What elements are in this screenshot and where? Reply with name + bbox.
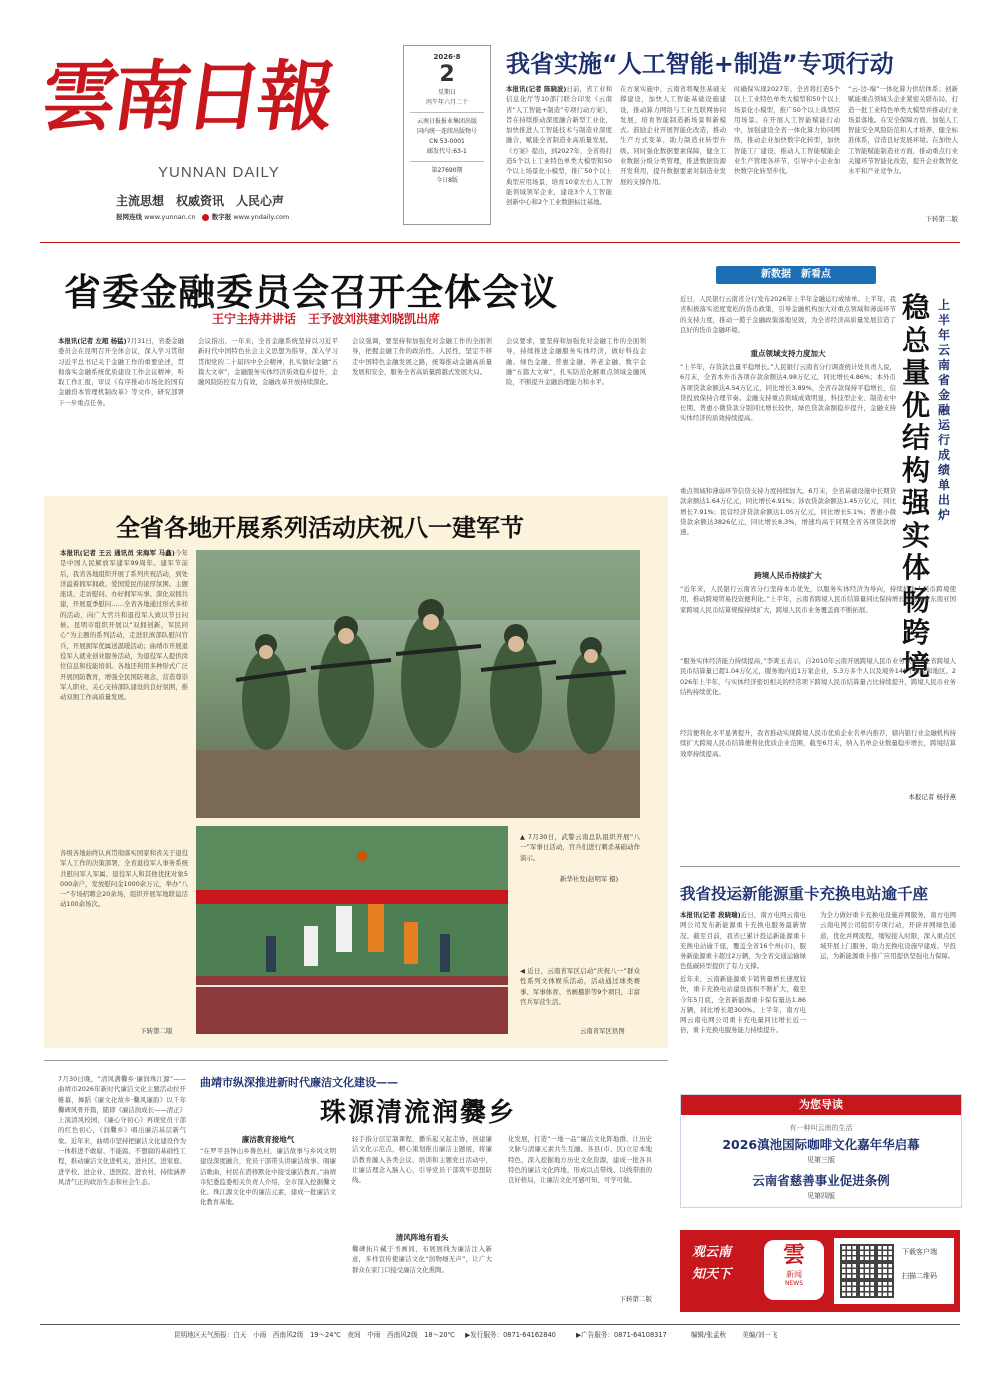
data-panel-p4: “服务实体经济能力持续提高，”李爽玉表示，自2010年云南开展跨境人民币业务以来，全省跨境人民币结算量已超1.04万亿元，服务地内近1万家企业，5.3万多个人以及境外141个国家和地区。2026年上半年，与实体经济密切相关的经常项下跨境人民币结算量占比持续提升，跨境人民币业务结构持续优化。 xyxy=(680,657,956,696)
footer-publish: 发行服务：0871-64162840 xyxy=(470,1331,556,1339)
lead-story-byline: 本报讯(记者 左超 杨猛) xyxy=(58,337,127,345)
footer: 昆明地区天气预报：白天 小雨 西南风2级 19～24℃ 夜间 中雨 西南风2级 18～20℃ ▶发行服务：0871-64162840 ▶广告服务：0871-64108317 编辑/张孟秋 美编/刘一飞 xyxy=(174,1331,778,1339)
zhuyuan-sub2: 清风阵地有看头 xyxy=(395,1233,449,1242)
data-panel-p3: “近年来，人民银行云南省分行坚持本币优先，以服务实体经济为导向，持续扩大人民币跨境使用，推动跨境贸易投资便利化。”上半年，云南省跨境人民币结算量同比保持增长，对南亚东南亚国家跨境人民币结算规模持续扩大，跨境人民币业务覆盖面不断拓展。 xyxy=(680,585,956,614)
zhuyuan-kicker: 曲靖市纵深推进新时代廉洁文化建设—— xyxy=(200,1076,398,1089)
zhuyuan-title: 珠源清流润爨乡 xyxy=(320,1098,517,1128)
guide-item1-title[interactable]: 2026滇池国际咖啡文化嘉年华启幕 xyxy=(722,1137,920,1152)
zhuyuan-divider xyxy=(44,1060,668,1061)
app-label: 数字报 xyxy=(211,213,232,221)
data-panel-intro: 近日，人民银行云南省分行发布2026年上半年金融运行成绩单。上半年，我省积极落实适度宽松的货币政策，引导金融机构加大对重点领域和薄弱环节的支持力度，推动一揽子金融政策落地见效，为全省经济高质量发展营造了良好的货币金融环境。 xyxy=(680,295,896,334)
top-story-byline: 本报讯(记者 陈晓波) xyxy=(506,85,567,93)
cn-label: 国内统一连续出版物号 xyxy=(416,128,477,135)
bayi-continued[interactable]: 下转第二版 xyxy=(140,1027,173,1035)
soldiers-photo xyxy=(196,550,640,818)
data-panel-p1: “上半年，存贷款总量平稳增长。”人民银行云南省分行调查统计处负责人说，6月末，全省本外币各项存款余额达4.98万亿元，同比增长4.86%；本外币各项贷款余额达4.54万亿元，同比增长3.89%，全省存款保持平稳增长，信贷投放保持合理节奏。金融支持重点领域成效明显，科技型企业、制造业中长期、普惠小微贷款分别同比增长较快，绿色贷款余额稳步提升，金融支持实体经济的质效持续提高。 xyxy=(680,363,896,423)
truck-col3: 为全力做好重卡充换电设施并网服务，南方电网云南电网公司组织专项行动，开辟并网绿色通道，优化并网流程，缩短接入时限，深入重点区域开展上门服务，助力充换电设施早建成、早投运，为新能源重卡推广应用提供坚强电力保障。 xyxy=(820,911,956,961)
masthead-logo-en: YUNNAN DAILY xyxy=(158,164,280,181)
basketball-photo xyxy=(196,826,508,1034)
app-icon xyxy=(202,214,209,221)
guide-item1-page: 见第三版 xyxy=(807,1156,835,1164)
data-panel-vmain: 稳总量优结构 强实体畅跨境 xyxy=(902,291,931,682)
zhuyuan-continued[interactable]: 下转第二版 xyxy=(619,1295,652,1303)
data-panel-s2: 跨境人民币持续扩大 xyxy=(754,571,822,580)
top-story-col3: 时确保实现2027年，全省将打造5个以上工业特色单类大模型和50个以上场景化小模型，推广50个以上典型应用场景。在开展人工智能赋能行动中，加强建设全省一体化算力协同网络，推动企业加快数字化转型，加快智能工厂建设，推动人工智能赋能企业生产管理各环节，引导中小企业加快数字化转型步伐。 xyxy=(734,85,840,176)
top-story-title: 我省实施“人工智能+制造”专项行动 xyxy=(506,50,894,78)
site-url[interactable]: www.yunnan.cn xyxy=(144,213,196,221)
zhuyuan-sub1: 廉洁教育接地气 xyxy=(241,1135,295,1144)
date-day: 2 xyxy=(439,62,455,87)
lead-story-col2: 会议指出，一年来，全省金融系统坚持以习近平新时代中国特色社会主义思想为指导，深入学习贯彻党的二十届四中全会精神，扎实做好金融“五篇大文章”，金融服务实体经济质效稳步提升，金融风险防控有力有效，金融改革开放持续深化。 xyxy=(198,337,338,387)
promo-text: 观云南 知天下 xyxy=(692,1245,732,1282)
site-label: 报网连线 xyxy=(116,213,142,221)
postal-code: 邮发代号:63-1 xyxy=(427,148,467,155)
truck-col1: 近日，南方电网云南电网公司发布新能源重卡充换电服务最新情况。截至目前，我省已累计投运新能源重卡充换电站逾千座，覆盖全省16个州(市)，服务新能源重卡超过2万辆，为全省交通运输绿色低碳转型提供了有力支撑。 xyxy=(680,911,806,971)
data-panel-banner: 新数据 新看点 xyxy=(716,266,876,284)
zhuyuan-body xyxy=(200,1134,654,1314)
masthead-divider xyxy=(40,242,960,243)
promo-app-en: NEWS xyxy=(784,1280,804,1287)
date-year-month: 2026·8 xyxy=(433,53,461,61)
lead-story-col4: 会议要求，要坚持和加强党对金融工作的全面领导，持续推进金融服务实体经济，做好科技金融、绿色金融、普惠金融、养老金融、数字金融“五篇大文章”，扎实防范化解重点领域金融风险，不断提升金融治理能力和水平。 xyxy=(506,337,646,387)
lead-story-subtitle: 王宁主持并讲话 王予波刘洪建刘晓凯出席 xyxy=(212,312,441,326)
footer-editor: 编辑/张孟秋 xyxy=(690,1331,727,1339)
promo-scan: 扫描二维码 xyxy=(902,1272,937,1280)
masthead xyxy=(35,38,398,238)
data-panel-vtitle: 上半年云南省金融运行成绩单出炉 xyxy=(938,298,951,522)
caption-soldiers: ▲ 7月30日，武警云南总队组织开展“八一”军事日活动，官兵们进行刺杀基础动作演示。 xyxy=(520,833,640,862)
qr-code-icon[interactable] xyxy=(840,1244,894,1298)
app-url[interactable]: www.yndaily.com xyxy=(233,213,290,221)
date-box xyxy=(403,45,491,225)
data-panel-s1: 重点领域支持力度加大 xyxy=(750,349,826,358)
data-panel xyxy=(680,262,960,852)
masthead-links xyxy=(116,212,289,221)
promo-app-logo xyxy=(764,1240,824,1300)
data-panel-credit: 本报记者 杨抒燕 xyxy=(908,793,956,801)
guide-item2-page: 见第四版 xyxy=(807,1192,835,1200)
bayi-body: 今年是中国人民解放军建军99周年。建军节前后，我省各地组织开展了系列庆祝活动，到处洋溢着拥军拥政、爱国爱民的浓厚氛围。主题座谈、走访慰问、办好拥军实事、深化双拥共建，开展夏季慰问……全省各地通过形式多样的活动，向广大官兵和退役军人致以节日问候。昆明市组织开展以“双拥创新，军民同心”为主题的系列活动，走进驻滇部队慰问官兵，开展拥军优属送温暖活动；曲靖市开展退役军人就业创业服务活动，为退役军人提供岗位信息和技能培训。各地还利用多种形式广泛开展国防教育，增强全民国防观念，营造尊崇军人职业、关心支持部队建设的良好氛围，推动双拥工作高质量发展。 xyxy=(60,549,188,702)
truck-body xyxy=(680,910,960,1058)
promo-qr-white xyxy=(834,1238,954,1304)
guide-item1-kicker: 有一种叫云南的生活 xyxy=(789,1124,853,1132)
zhuyuan-col1: “在罗平县钟山乡鲁色村，廉洁故事与乡风文明建设深度融合，党员干部带头讲廉洁故事、唱廉洁歌曲，村民在潜移默化中接受廉洁教育。”曲靖市纪委监委相关负责人介绍，全市深入挖掘爨文化、珠江源文化中的廉洁元素，建成一批廉洁文化教育基地。 xyxy=(200,1147,336,1207)
masthead-slogan: 主流思想 权威资讯 人民心声 xyxy=(116,194,285,208)
publisher: 云南日报报业集团出版 xyxy=(416,118,477,125)
app-logo-icon: 雲 xyxy=(782,1242,805,1268)
truck-col2: 近年来，云南新能源重卡销售量增长速度较快，重卡充换电站建设面积不断扩大，截至今年5月底，全省新能源重卡保有量达1.86万辆，同比增长超300%。上半年，南方电网云南电网公司重卡充电量同比增长近一倍，重卡充换电服务能力持续提升。 xyxy=(680,975,806,1035)
top-story-body xyxy=(506,84,958,224)
caption-basketball: ◀ 近日，云南省军区启动“庆祝八一”群众性系列文体娱乐活动，活动通过球类赛事、军事体育、书画摄影等9个项目，丰富官兵军营生活。 xyxy=(520,967,640,1006)
guide-item2-title[interactable]: 云南省慈善事业促进条例 xyxy=(752,1173,890,1188)
credit-basketball: 云南省军区供图 xyxy=(580,1027,625,1035)
bayi-body2: 各级各地始终认真贯彻落实国家和省关于退役军人工作的决策部署，全省退役军人事务系统共慰问军人军属、退役军人和其他优抚对象5000余户，发放慰问金1000余万元，举办“八一”专场招聘会20余场，组织开展军地联谊活动100余场次。 xyxy=(60,849,188,909)
truck-title: 我省投运新能源重卡充换电站逾千座 xyxy=(680,885,929,903)
promo-app-name: 新闻 xyxy=(786,1270,802,1279)
cn-number: CN 53-0001 xyxy=(429,138,465,145)
lead-story-col3: 会议强调，要坚持和加强党对金融工作的全面领导，把握金融工作的政治性、人民性，坚定不移走中国特色金融发展之路，统筹推动金融高质量发展和安全，服务全省高质量跨越式发展大局。 xyxy=(352,337,492,376)
bayi-byline: 本报讯(记者 王云 通讯员 宋海军 马鑫) xyxy=(60,549,175,557)
data-panel-p2: 重点领域和薄弱环节信贷支持力度持续加大。6月末，全省基础设施中长期贷款余额达1.64万亿元，同比增长4.91%；涉农贷款余额达1.45万亿元，同比增长7.91%；民营经济贷款余额达1.05万亿元，同比增长5.1%；普惠小微贷款余额达3826亿元，同比增长8.3%，增速均高于同期全省各项贷款增速。 xyxy=(680,487,896,537)
zhuyuan-col3: 化发展，打造“一地一品”廉洁文化阵地群，让历史文脉与清廉元素共生互融。各县(市、区)立足本地特色，深入挖掘地方历史文化资源，建成一批各具特色的廉洁文化阵地，形成以点带线、以线带面的良好格局，让廉洁文化可感可知、可学可做。 xyxy=(508,1135,652,1185)
lead-story-title: 省委金融委员会召开全体会议 xyxy=(64,271,558,314)
footer-weather: 昆明地区天气预报：白天 小雨 西南风2级 19～24℃ 夜间 中雨 西南风2级 18～20℃ xyxy=(174,1331,455,1339)
bayi-section xyxy=(44,496,668,1048)
top-story-col2: 在方案实施中，云南省将聚焦基础支撑建设，加快人工智能基础设施建设，推动算力网络与工业互联网协同发展，培育智能制造新场景和新模式。鼓励企业开展智能化改造，推动生产方式变革，助力制造业转型升级。同时强化数据要素保障，健全工业数据分级分类管理，推进数据资源开发利用，提升数据要素对制造业发展的支撑作用。 xyxy=(620,85,726,186)
top-story-col4: “云-边-端”一体化算力供给体系；创新赋能重点领域头企业紧密关联布局，打造一批工业特色单类大模型并推动行业场景落地。在安全保障方面，加强人工智能安全风险防范和人才培养，健全标准体系，营造良好发展环境。在加快人工智能赋能制造业方面，推动重点行业关键环节智能化改造，提升企业数智化水平和产业竞争力。 xyxy=(848,85,958,176)
credit-soldiers: 新华社发(赵明军 摄) xyxy=(560,875,619,883)
lead-story-col1: 7月31日，省委金融委员会在昆明召开全体会议，深入学习贯彻习近平总书记关于金融工作的重要论述，贯彻落实金融系统优质建设工作会议精神，听取工作汇报，审议《有序推动市场化的国有金融资本管理机制改革》等文件，研究部署下一步重点任务。 xyxy=(58,337,184,407)
issue-number: 第27690期 xyxy=(431,167,463,174)
guide-banner: 为您导读 xyxy=(681,1095,961,1115)
masthead-logo: 雲南日報 xyxy=(35,52,337,141)
lead-story-body xyxy=(58,336,666,476)
zhuyuan-col2: 轻手指分层定制课程，播乐起又起走协，创建廉洁文化示范点，精心策划推出廉洁主题展，将廉洁教育融入各类会议、培训和主题党日活动中，让廉洁理念入脑入心，引导党员干部筑牢思想防线。 xyxy=(352,1135,492,1185)
top-story-continued[interactable]: 下转第二版 xyxy=(925,215,958,223)
date-lunar: 丙午年六月二十 xyxy=(425,99,468,106)
truck-divider xyxy=(680,866,960,867)
promo-download: 下载客户端 xyxy=(902,1248,937,1256)
page-count: 今日8版 xyxy=(436,177,458,184)
guide-box xyxy=(680,1094,962,1208)
footer-designer: 美编/刘一飞 xyxy=(742,1331,778,1339)
footer-divider xyxy=(40,1324,960,1325)
data-panel-p5: 经营便利化水平显著提升，我省推动实现跨境人民币优质企业名单内推荐，辖内银行业金融机构持续扩大跨境人民币结算便利化优质企业范围，截至6月末，纳入名单企业数量稳步增长，跨境结算效率持续提高。 xyxy=(680,729,956,758)
truck-byline: 本报讯(记者 段晓瑞) xyxy=(680,911,741,919)
footer-ad: 广告服务：0871-64108317 xyxy=(581,1331,667,1339)
top-story-col1: 日前，省工业和信息化厅等10部门联合印发《云南省“人工智能+制造”专项行动方案》，旨在持续推动深度融合新型工业化，加快推进人工智能技术与制造业深度融合，赋能全省制造业高质量发展。《方案》提出，到2027年，全省将打造5个以上工业特色单类大模型和50个以上场景化小模型，推广50个以上典型应用场景，培育10家左右人工智能领域领军企业，建设3个人工智能创新中心和2个工业数据标注基地。 xyxy=(506,85,612,207)
date-weekday: 星期日 xyxy=(437,89,456,96)
bayi-title: 全省各地开展系列活动庆祝八一建军节 xyxy=(116,514,524,542)
zhuyuan-col2b: 爨碑拓片藏于书画间，布展展线为廉洁注入新意，多样宣传使廉洁文化“润物细无声”，让广大群众在家门口接受廉洁文化熏陶。 xyxy=(352,1245,492,1274)
promo-banner[interactable] xyxy=(680,1230,960,1312)
zhuyuan-left-col: 7月30日晚，“清风满爨乡·廉润珠江源”——曲靖市2026年新时代廉洁文化主题活动拉开帷幕，舞蹈《廉文化故乡·爨风廉韵》以千年爨碑风骨开篇，随即《廉洁润成长——清正》上演清风校园，《廉心守初心》再现党员干部的红色初心，《润爨乡》唱出廉洁基层新气象。近年来，曲靖市坚持把廉洁文化建设作为一体推进不敢腐、不能腐、不想腐的基础性工程，推动廉洁文化进机关、进社区、进家庭、进学校、进企业、进医院、进农村，持续涵养风清气正的政治生态和社会生态。 xyxy=(58,1075,186,1186)
